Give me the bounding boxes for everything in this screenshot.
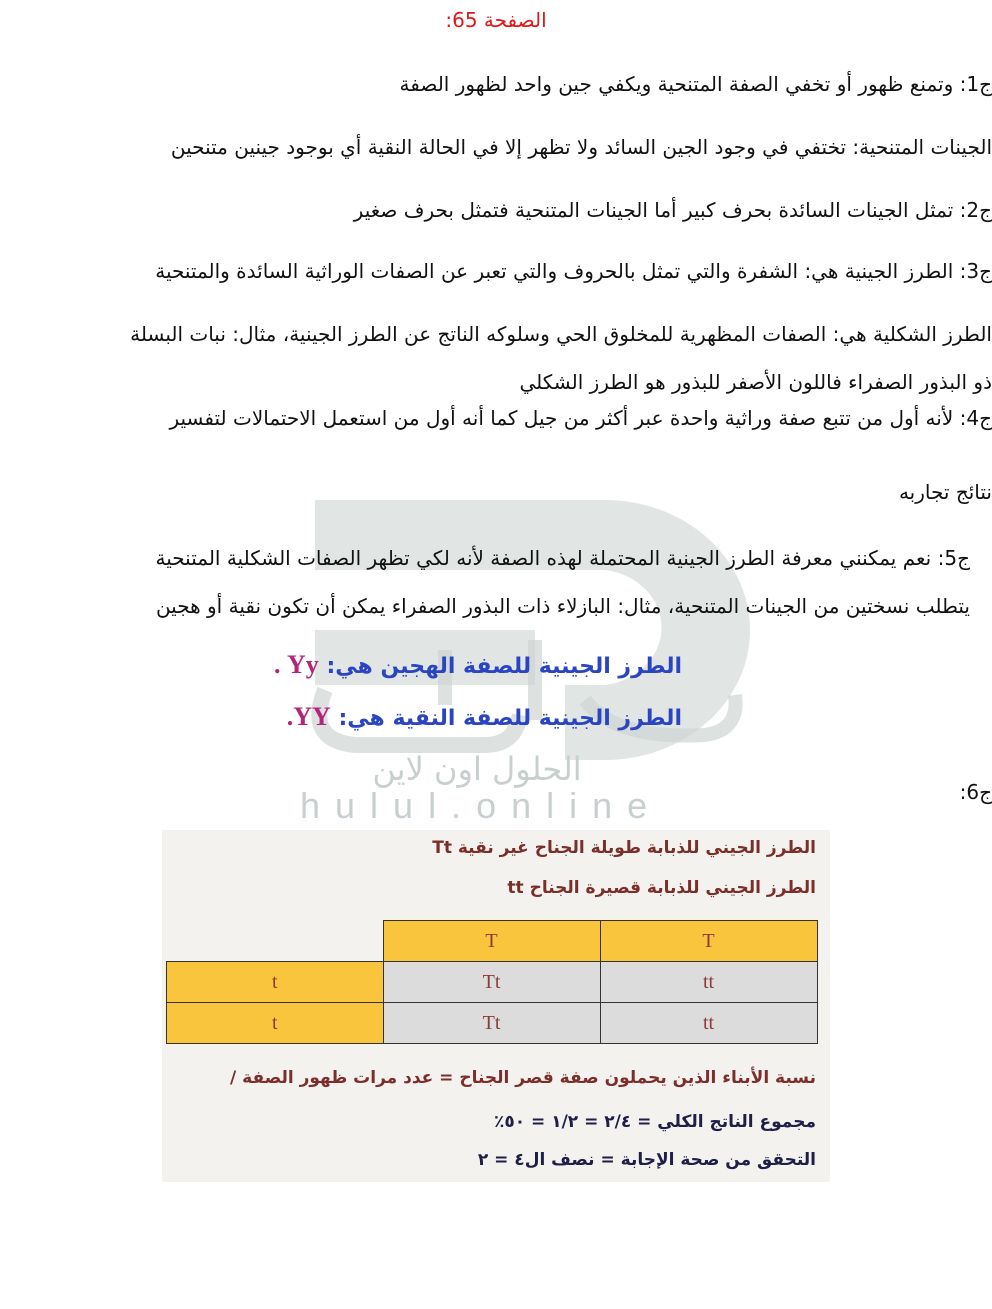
answer-4-line-1: ج4: لأنه أول من تتبع صفة وراثية واحدة عبر أكثر من جيل كما أنه أول من استعمل الاحتمالات لتفسير bbox=[169, 406, 992, 430]
answer-2: ج2: تمثل الجينات السائدة بحرف كبير أما الجينات المتنحية فتمثل بحرف صغير bbox=[353, 198, 992, 222]
pure-genotype-value: YY. bbox=[286, 702, 331, 731]
table-row bbox=[167, 962, 818, 1003]
table-row-label: t bbox=[167, 962, 384, 1003]
hybrid-genotype-label: الطرز الجينية للصفة الهجين هي: bbox=[326, 654, 682, 679]
hybrid-genotype-line bbox=[274, 650, 682, 680]
figure-line-2: الطرز الجيني للذبابة قصيرة الجناح tt bbox=[507, 878, 816, 898]
pure-genotype-label: الطرز الجينية للصفة النقية هي: bbox=[338, 706, 682, 731]
watermark-arabic-text: الحلول اون لاين bbox=[372, 750, 582, 788]
watermark-latin-text: hulul.online bbox=[300, 785, 663, 826]
answer-3-line-2: الطرز الشكلية هي: الصفات المظهرية للمخلوق الحي وسلوكه الناتج عن الطرز الجينية، مثال: نبات البسلة bbox=[130, 322, 992, 346]
table-cell: tt bbox=[600, 1003, 817, 1044]
table-cell: tt bbox=[600, 962, 817, 1003]
punnett-square-table bbox=[166, 920, 818, 1044]
answer-3-line-1: ج3: الطرز الجينية هي: الشفرة والتي تمثل بالحروف والتي تعبر عن الصفات الوراثية السائدة والمتنحية bbox=[155, 259, 992, 283]
figure-note-1: نسبة الأبناء الذين يحملون صفة قصر الجناح = عدد مرات ظهور الصفة / bbox=[230, 1068, 816, 1088]
answer-5-line-1: ج5: نعم يمكنني معرفة الطرز الجينية المحتملة لهذه الصفة لأنه لكي تظهر الصفات الشكلية المتنحية bbox=[155, 546, 970, 570]
table-cell: Tt bbox=[383, 1003, 600, 1044]
answer-1-line-1: ج1: وتمنع ظهور أو تخفي الصفة المتنحية ويكفي جين واحد لظهور الصفة bbox=[399, 72, 992, 96]
table-row bbox=[167, 1003, 818, 1044]
fly-punnett-figure bbox=[162, 830, 830, 1182]
table-row-label: t bbox=[167, 1003, 384, 1044]
hybrid-genotype-value: Yy . bbox=[274, 650, 319, 679]
table-header-cell: T bbox=[383, 921, 600, 962]
page-title: الصفحة 65: bbox=[445, 8, 547, 32]
answer-1-line-2: الجينات المتنحية: تختفي في وجود الجين السائد ولا تظهر إلا في الحالة النقية أي بوجود جينين متنحين bbox=[170, 135, 992, 159]
pure-genotype-line bbox=[287, 702, 682, 732]
answer-4-line-2: نتائج تجاربه bbox=[898, 480, 992, 504]
answer-3-line-3: ذو البذور الصفراء فاللون الأصفر للبذور هو الطرز الشكلي bbox=[519, 370, 992, 394]
figure-note-3: التحقق من صحة الإجابة = نصف ال٤ = ٢ bbox=[477, 1150, 816, 1170]
answer-6-label: ج6: bbox=[959, 780, 992, 804]
answer-5-line-2: يتطلب نسختين من الجينات المتنحية، مثال: البازلاء ذات البذور الصفراء يمكن أن تكون نقية أو هجين bbox=[155, 594, 970, 618]
figure-note-2: مجموع الناتج الكلي = ٢/٤ = ١/٢ = ٥٠٪ bbox=[493, 1112, 816, 1132]
table-cell: Tt bbox=[383, 962, 600, 1003]
table-header-cell: T bbox=[600, 921, 817, 962]
table-corner bbox=[167, 921, 384, 962]
figure-line-1: الطرز الجيني للذبابة طويلة الجناح غير نقية Tt bbox=[432, 838, 816, 858]
